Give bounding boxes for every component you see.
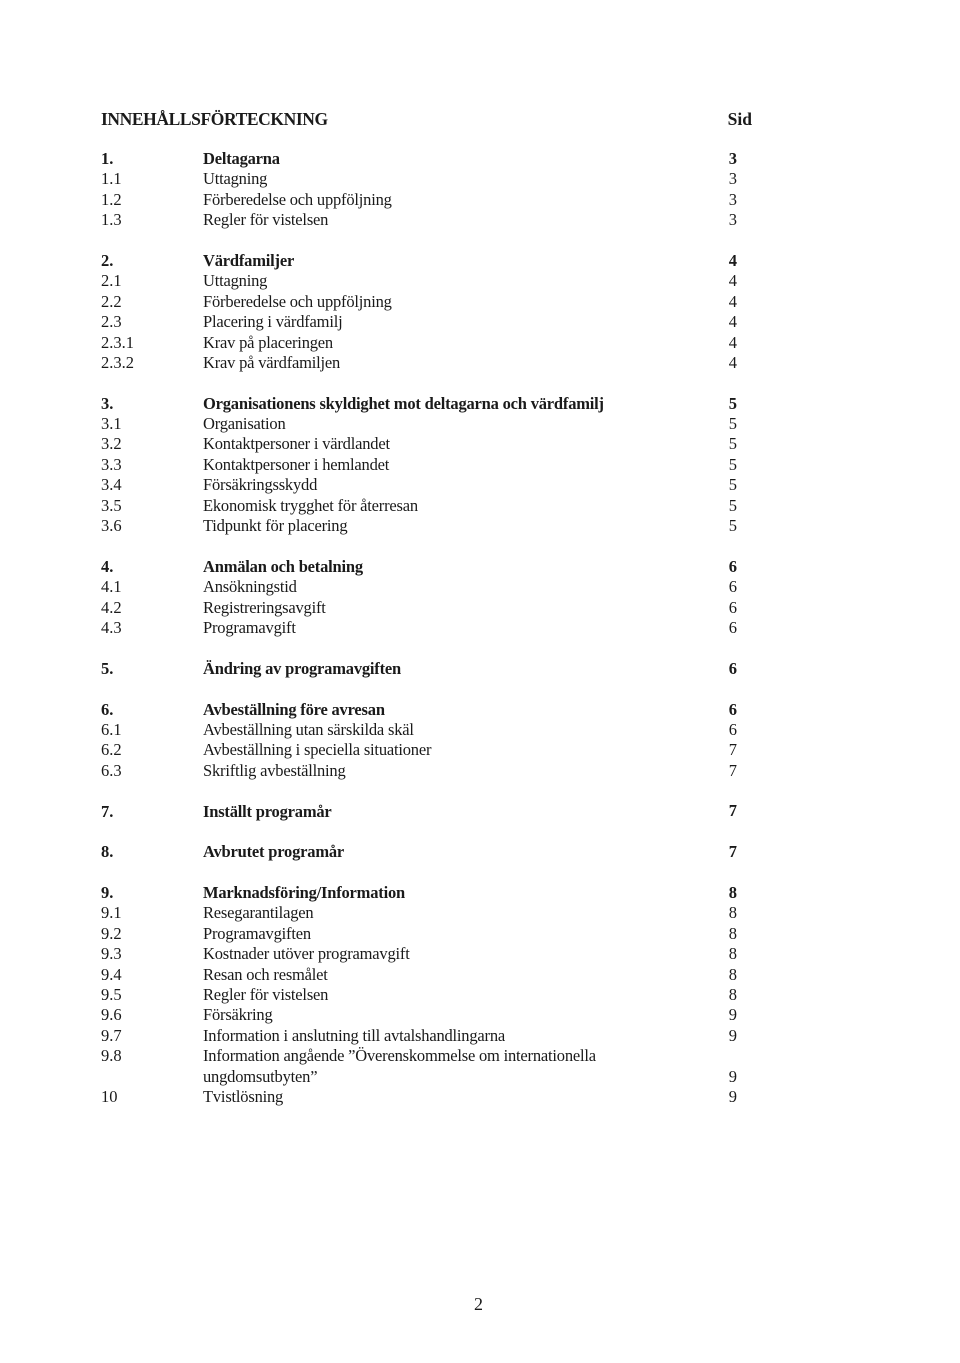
section-page-number: 5 (728, 454, 737, 474)
section-page-number: 3 (728, 189, 737, 209)
section-page-number: 6 (728, 597, 737, 617)
section-title: Kostnader utöver programavgift (203, 944, 410, 964)
page-number: 2 (474, 1294, 483, 1314)
section-page-number: 4 (728, 352, 737, 372)
toc-row (101, 1046, 741, 1087)
section-page-number: 5 (728, 414, 737, 434)
section-page-number: 6 (728, 719, 737, 739)
section-title: Marknadsföring/Information (203, 883, 405, 903)
section-number: 4.3 (101, 617, 122, 637)
toc-row (101, 1087, 741, 1107)
toc-row (101, 903, 741, 923)
section-page-number: 6 (728, 658, 737, 678)
section-title: Tvistlösning (203, 1087, 284, 1106)
toc-row (101, 720, 741, 740)
section-title: Förberedelse och uppföljning (203, 189, 392, 209)
section-page-number: 9 (728, 1086, 737, 1106)
toc-section (101, 394, 741, 537)
section-number: 7. (101, 801, 114, 821)
section-title: Värdfamiljer (203, 250, 295, 270)
section-page-number: 4 (728, 291, 737, 311)
section-number: 3. (101, 393, 114, 413)
section-number: 3.4 (101, 475, 122, 495)
section-number: 5. (101, 658, 114, 678)
section-page-number: 4 (728, 332, 737, 352)
section-title: Ansökningstid (203, 577, 297, 597)
toc-row (101, 598, 741, 618)
toc-row (101, 169, 741, 189)
section-page-number: 5 (728, 495, 737, 515)
table-of-contents (101, 149, 741, 1128)
section-number: 9.4 (101, 964, 122, 984)
toc-row (101, 312, 741, 332)
section-number: 9.1 (101, 903, 122, 923)
section-page-number: 9 (728, 1066, 737, 1086)
toc-row (101, 434, 741, 454)
section-page-number: 7 (728, 842, 737, 862)
section-page-number: 5 (728, 516, 737, 536)
section-title: Avbrutet programår (203, 842, 345, 862)
toc-row (101, 210, 741, 230)
toc-row (101, 1005, 741, 1025)
section-number: 9.6 (101, 1005, 122, 1025)
section-title: Ekonomisk trygghet för återresan (203, 495, 418, 515)
section-page-number: 4 (728, 271, 737, 291)
section-number: 3.3 (101, 454, 122, 474)
toc-section (101, 659, 741, 679)
section-number: 6.1 (101, 719, 122, 739)
toc-section (101, 251, 741, 373)
toc-row (101, 924, 741, 944)
section-page-number: 6 (728, 577, 737, 597)
section-title: Registreringsavgift (203, 597, 326, 617)
section-title: Information angående ”Överenskommelse om internationella ungdomsutbyten” (203, 1046, 596, 1086)
section-number: 2.2 (101, 291, 122, 311)
section-page-number: 4 (728, 250, 737, 270)
section-number: 6. (101, 699, 114, 719)
section-title: Resegarantilagen (203, 903, 314, 923)
toc-section (101, 557, 741, 639)
section-number: 9. (101, 883, 114, 903)
section-page-number: 4 (728, 312, 737, 332)
section-number: 9.2 (101, 923, 122, 943)
section-page-number: 7 (728, 801, 737, 821)
section-page-number: 8 (728, 964, 737, 984)
section-title: Avbeställning före avresan (203, 699, 385, 719)
section-number: 3.5 (101, 495, 122, 515)
section-title: Programavgift (203, 617, 296, 637)
section-page-number: 3 (728, 169, 737, 189)
section-title: Regler för vistelsen (203, 985, 329, 1005)
section-page-number: 8 (728, 883, 737, 903)
section-page-number: 8 (728, 903, 737, 923)
toc-row (101, 292, 741, 312)
section-number: 1. (101, 149, 114, 168)
section-number: 4.2 (101, 597, 122, 617)
section-number: 2.3.2 (101, 352, 134, 372)
section-page-number: 5 (728, 393, 737, 413)
toc-heading-row (101, 149, 741, 169)
section-number: 2.3.1 (101, 332, 134, 352)
section-number: 3.1 (101, 414, 122, 434)
toc-row (101, 740, 741, 760)
section-number: 9.8 (101, 1046, 122, 1066)
toc-section (101, 700, 741, 782)
page-column-label: Sid (727, 109, 752, 129)
section-page-number: 8 (728, 923, 737, 943)
section-title: Krav på placeringen (203, 332, 333, 352)
section-title: Skriftlig avbeställning (203, 760, 346, 780)
section-number: 3.2 (101, 434, 122, 454)
toc-row (101, 965, 741, 985)
toc-row (101, 944, 741, 964)
toc-row (101, 414, 741, 434)
section-title: Tidpunkt för placering (203, 516, 348, 536)
section-page-number: 3 (728, 210, 737, 230)
toc-row (101, 455, 741, 475)
section-number: 9.7 (101, 1025, 122, 1045)
section-title: Försäkring (203, 1005, 273, 1025)
section-number: 2.3 (101, 312, 122, 332)
toc-section (101, 149, 741, 231)
toc-row (101, 333, 741, 353)
toc-row (101, 516, 741, 536)
section-page-number: 8 (728, 985, 737, 1004)
toc-heading-row (101, 251, 741, 271)
section-page-number: 6 (728, 617, 737, 637)
toc-heading-row (101, 659, 741, 679)
toc-heading-row (101, 700, 741, 720)
toc-row (101, 618, 741, 638)
section-title: Försäkringsskydd (203, 475, 318, 495)
section-title: Information i anslutning till avtalshandlingarna (203, 1025, 505, 1045)
section-page-number: 3 (728, 148, 737, 168)
toc-title: INNEHÅLLSFÖRTECKNING (101, 109, 328, 129)
section-page-number: 7 (728, 760, 737, 780)
section-page-number: 5 (728, 475, 737, 495)
section-number: 6.2 (101, 740, 122, 760)
toc-row (101, 353, 741, 373)
toc-section (101, 802, 741, 822)
toc-row (101, 475, 741, 495)
toc-row (101, 761, 741, 781)
section-title: Inställt programår (203, 801, 332, 821)
section-title: Regler för vistelsen (203, 210, 329, 230)
section-title: Kontaktpersoner i hemlandet (203, 454, 390, 474)
toc-row (101, 985, 741, 1005)
section-title: Placering i värdfamilj (203, 312, 343, 332)
section-number: 2.1 (101, 271, 122, 291)
section-number: 1.3 (101, 210, 122, 230)
section-title: Uttagning (203, 169, 268, 189)
section-page-number: 8 (728, 944, 737, 964)
section-title: Organisationens skyldighet mot deltagarna och värdfamilj (203, 393, 604, 413)
toc-heading-row (101, 802, 741, 822)
toc-section (101, 842, 741, 862)
section-number: 6.3 (101, 760, 122, 780)
section-page-number: 5 (728, 434, 737, 454)
toc-row (101, 496, 741, 516)
section-title: Kontaktpersoner i värdlandet (203, 434, 390, 454)
section-title: Organisation (203, 414, 286, 434)
section-number: 9.3 (101, 944, 122, 964)
section-number: 4.1 (101, 577, 122, 597)
section-title: Avbeställning utan särskilda skäl (203, 719, 414, 739)
toc-heading-row (101, 842, 741, 862)
toc-row (101, 190, 741, 210)
section-title: Anmälan och betalning (203, 556, 363, 576)
section-page-number: 6 (728, 699, 737, 719)
section-page-number: 9 (728, 1025, 737, 1045)
section-number: 1.2 (101, 189, 122, 209)
section-title: Programavgiften (203, 923, 311, 943)
section-number: 8. (101, 842, 114, 862)
toc-row (101, 271, 741, 291)
toc-row (101, 1026, 741, 1046)
section-number: 4. (101, 556, 114, 576)
section-title: Avbeställning i speciella situationer (203, 740, 432, 760)
section-page-number: 7 (728, 740, 737, 760)
toc-heading-row (101, 557, 741, 577)
section-number: 3.6 (101, 516, 122, 536)
section-page-number: 9 (728, 1005, 737, 1025)
toc-row (101, 577, 741, 597)
section-title: Ändring av programavgiften (203, 658, 401, 678)
section-number: 9.5 (101, 985, 122, 1005)
section-number: 2. (101, 250, 114, 270)
section-title: Resan och resmålet (203, 964, 328, 984)
section-title: Krav på värdfamiljen (203, 352, 341, 372)
section-title: Uttagning (203, 271, 268, 291)
toc-heading-row (101, 394, 741, 414)
toc-section (101, 883, 741, 1107)
toc-header (101, 109, 752, 133)
section-number: 10 (101, 1087, 118, 1106)
toc-heading-row (101, 883, 741, 903)
section-page-number: 6 (728, 556, 737, 576)
section-title: Förberedelse och uppföljning (203, 291, 392, 311)
section-number: 1.1 (101, 169, 122, 189)
section-title: Deltagarna (203, 149, 280, 168)
